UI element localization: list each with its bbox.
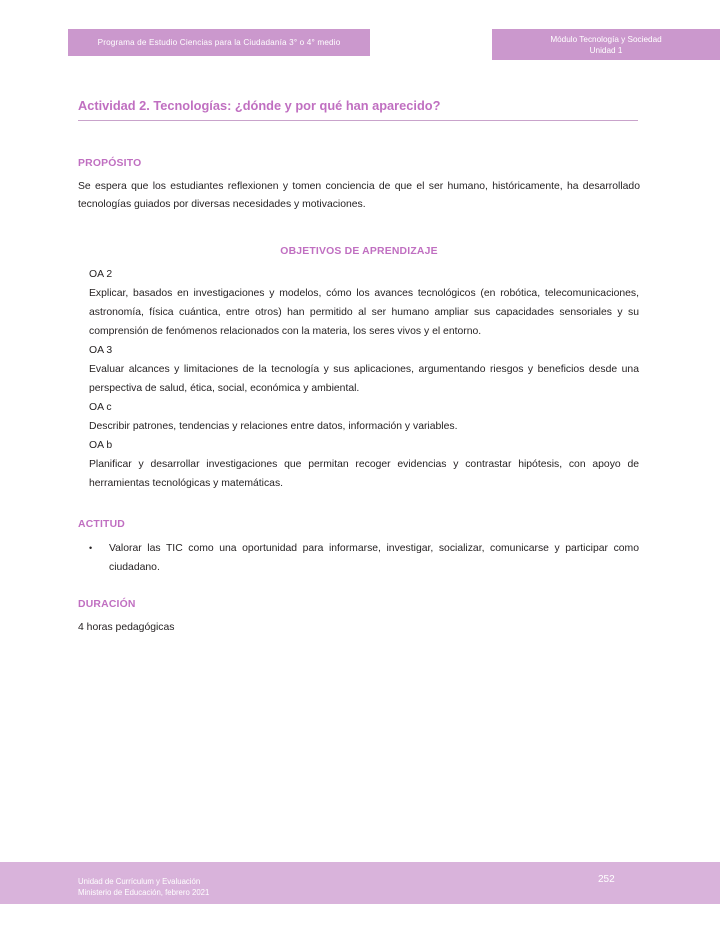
proposito-text: Se espera que los estudiantes reflexionen y tomen conciencia de que el ser humano, históricamente, ha desarrollado tecnologías guiados por diversas necesidades y motivaciones.	[78, 181, 640, 210]
actitud-bullet-row	[89, 539, 639, 577]
spacer	[78, 577, 640, 599]
spacer	[78, 493, 640, 519]
duracion-label: DURACIÓN	[78, 599, 136, 610]
header-unit-name: Unidad 1	[589, 45, 623, 55]
oa-code: OA 3	[89, 345, 113, 356]
title-divider	[78, 120, 638, 121]
oa-text: Evaluar alcances y limitaciones de la tecnología y sus aplicaciones, argumentando riesgos y beneficios desde una perspectiva de salud, ética, social, económica y ambiental.	[89, 364, 639, 394]
header-right-banner	[492, 29, 720, 60]
proposito-label: PROPÓSITO	[78, 158, 142, 169]
oa-text: Describir patrones, tendencias y relaciones entre datos, información y variables.	[89, 421, 458, 432]
header-left-banner-text: Programa de Estudio Ciencias para la Ciudadanía 3° o 4° medio	[97, 38, 341, 47]
bullet-icon: •	[89, 543, 93, 553]
header-left-banner	[68, 29, 370, 56]
actitud-label: ACTITUD	[78, 519, 125, 530]
oa-text: Explicar, basados en investigaciones y modelos, cómo los avances tecnológicos (en robótica, telecomunicaciones, astronomía, física cuántica, entre otros) han permitido al ser humano ampliar sus capacidades sensoriales y su comprensión de fenómenos relacionados con la materia, los seres vivos y el entorno.	[89, 288, 639, 337]
footer-credits	[78, 876, 209, 898]
page-title: Actividad 2. Tecnologías: ¿dónde y por qué han aparecido?	[78, 98, 441, 113]
page-number: 252	[598, 874, 615, 885]
oa-code: OA b	[89, 440, 113, 451]
oa-item	[89, 265, 639, 341]
header-module-name: Módulo Tecnología y Sociedad	[550, 34, 662, 44]
spacer	[78, 214, 640, 246]
actitud-bullet-text: Valorar las TIC como una oportunidad para informarse, investigar, socializar, comunicarse y participar como ciudadano.	[109, 543, 639, 573]
activity-title-block	[78, 98, 638, 121]
document-content	[78, 158, 640, 637]
oa-code: OA c	[89, 402, 112, 413]
footer-credits-line1: Unidad de Currículum y Evaluación	[78, 877, 201, 886]
oa-item	[89, 436, 639, 493]
oa-code: OA 2	[89, 269, 113, 280]
objetivos-label: OBJETIVOS DE APRENDIZAJE	[280, 246, 438, 257]
oa-text: Planificar y desarrollar investigaciones que permitan recoger evidencias y contrastar hipótesis, con apoyo de herramientas tecnológicas y matemáticas.	[89, 459, 639, 489]
oa-item	[89, 398, 639, 436]
footer-credits-line2: Ministerio de Educación, febrero 2021	[78, 888, 210, 897]
oa-item	[89, 341, 639, 398]
duracion-text: 4 horas pedagógicas	[78, 622, 175, 633]
